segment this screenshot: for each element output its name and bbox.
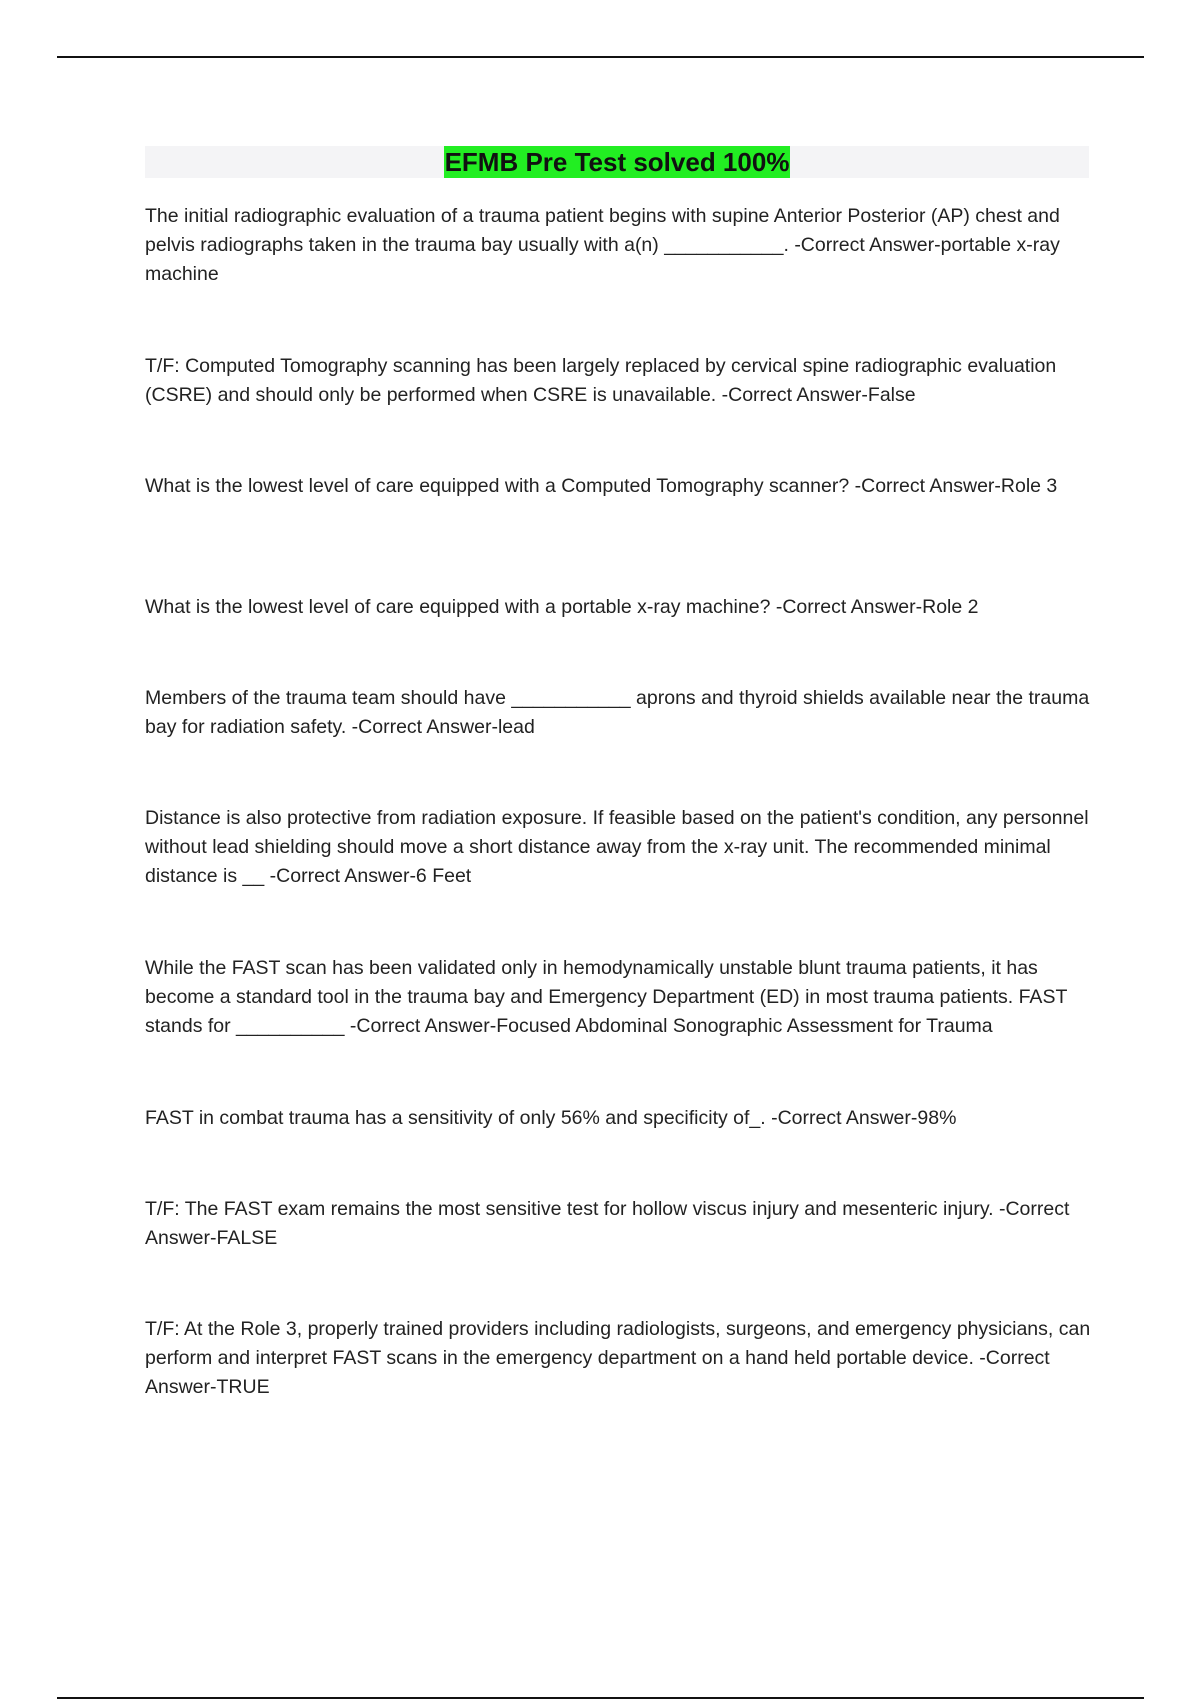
qa-item-8: FAST in combat trauma has a sensitivity of only 56% and specificity of_. -Correct Answer-98% — [145, 1107, 957, 1129]
qa-item-7: While the FAST scan has been validated only in hemodynamically unstable blunt trauma patients, it has become a standard tool in the trauma bay and Emergency Department (ED) in most trauma patients. FAST stands for __________ -Correct Answer-Focused Abdominal Sonographic Assessment for Trauma — [145, 957, 1068, 1037]
bottom-rule — [57, 1697, 1144, 1699]
qa-item-2: T/F: Computed Tomography scanning has been largely replaced by cervical spine radiographic evaluation (CSRE) and should only be performed when CSRE is unavailable. -Correct Answer-False — [145, 355, 1057, 406]
qa-item-5: Members of the trauma team should have ___________ aprons and thyroid shields available near the trauma bay for radiation safety. -Correct Answer-lead — [145, 687, 1090, 738]
title-band — [145, 146, 1089, 178]
top-rule — [57, 56, 1144, 58]
qa-item-1: The initial radiographic evaluation of a trauma patient begins with supine Anterior Posterior (AP) chest and pelvis radiographs taken in the trauma bay usually with a(n) ___________. -Correct Answer-portable x-ray machine — [145, 205, 1060, 285]
qa-item-9: T/F: The FAST exam remains the most sensitive test for hollow viscus injury and mesenteric injury. -Correct Answer-FALSE — [145, 1198, 1070, 1249]
page-title: EFMB Pre Test solved 100% — [444, 147, 790, 177]
qa-item-3: What is the lowest level of care equipped with a Computed Tomography scanner? -Correct Answer-Role 3 — [145, 475, 1058, 497]
qa-item-6: Distance is also protective from radiation exposure. If feasible based on the patient's condition, any personnel without lead shielding should move a short distance away from the x-ray unit. The recommended minimal distance is __ -Correct Answer-6 Feet — [145, 807, 1089, 887]
qa-item-4: What is the lowest level of care equipped with a portable x-ray machine? -Correct Answer-Role 2 — [145, 596, 979, 618]
qa-item-10: T/F: At the Role 3, properly trained providers including radiologists, surgeons, and emergency physicians, can perform and interpret FAST scans in the emergency department on a hand held portable device. -Correct Answer-TRUE — [145, 1318, 1091, 1398]
